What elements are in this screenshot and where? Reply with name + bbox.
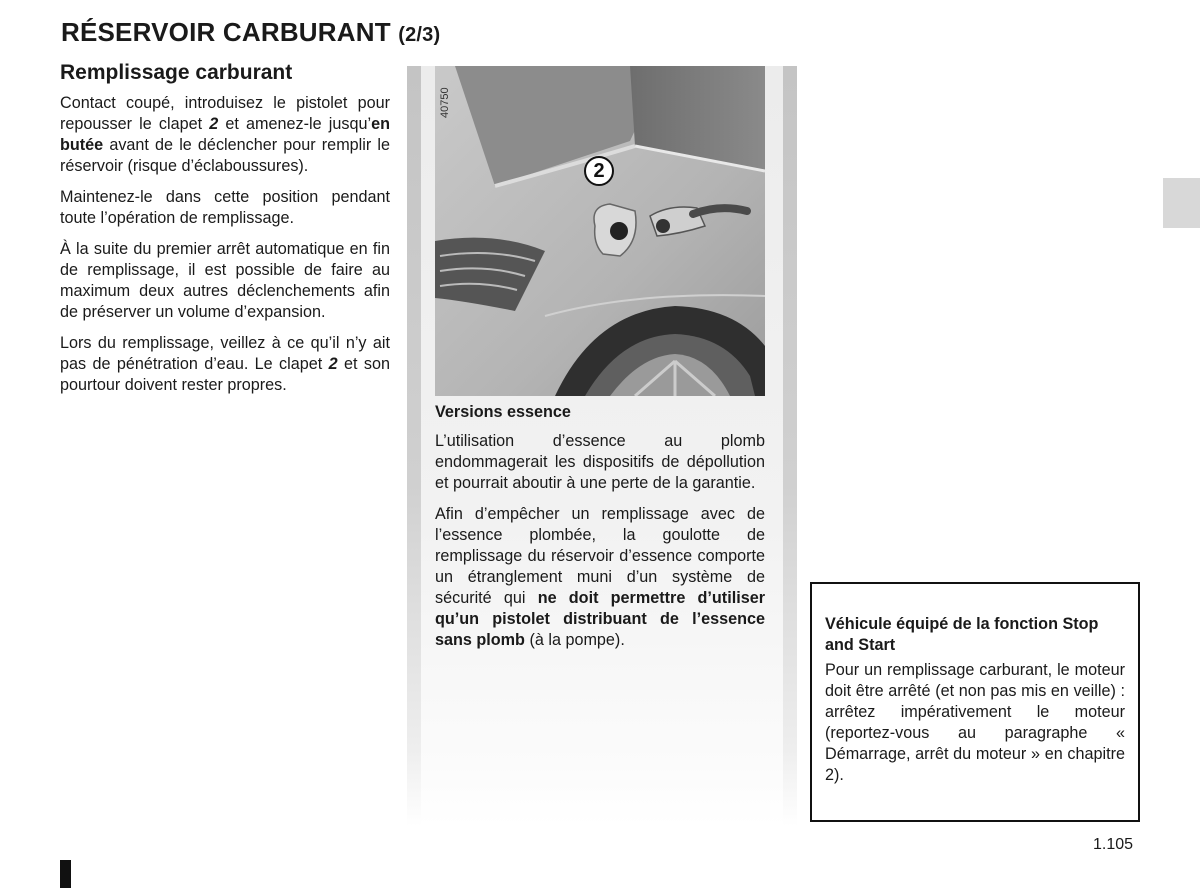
left-column xyxy=(60,61,390,406)
chapter-tab xyxy=(1163,178,1200,228)
paragraph-3: À la suite du premier arrêt automatique en fin de remplissage, il est possible de faire au maximum deux autres déclenchements afin de préserver un volume d’expansion. xyxy=(60,240,390,321)
paragraph-1-bold: en butée xyxy=(60,115,390,154)
middle-paragraph-2 xyxy=(435,504,765,651)
paragraph-1-text-b: et amenez-le jusqu’ xyxy=(218,115,372,133)
paragraph-1-ref: 2 xyxy=(209,115,219,133)
corner-mark xyxy=(60,860,71,888)
paragraph-1-text-c: avant de le déclencher pour remplir le réservoir (risque d’éclaboussures). xyxy=(60,136,390,175)
middle-paragraph-2-bold: ne doit permettre d’utiliser qu’un pistolet distribuant de l’essence sans plomb xyxy=(435,589,765,649)
fuel-flap-illustration xyxy=(435,66,765,396)
info-box xyxy=(810,582,1140,822)
title-suffix: (2/3) xyxy=(398,24,441,46)
illustration-ref-number: 40750 xyxy=(439,87,451,118)
section-heading: Remplissage carburant xyxy=(60,61,293,84)
paragraph-2: Maintenez-le dans cette position pendant toute l’opération de remplissage. xyxy=(60,188,390,227)
info-box-heading: Véhicule équipé de la fonction Stop and Start xyxy=(825,615,1099,654)
paragraph-4-text-b: et son pourtour doivent rester propres. xyxy=(60,355,390,394)
page-title xyxy=(61,17,440,48)
paragraph-4-text-a: Lors du remplissage, veillez à ce qu’il n’y ait pas de pénétration d’eau. Le clapet xyxy=(60,334,390,373)
column-divider-right xyxy=(783,66,797,826)
callout-marker: 2 xyxy=(584,156,614,186)
paragraph-1 xyxy=(60,93,390,177)
paragraph-1-text-a: Contact coupé, introduisez le pistolet pour repousser le clapet xyxy=(60,94,390,133)
info-box-body: Pour un remplissage carburant, le moteur doit être arrêté (et non pas mis en veille) : arrêtez impérativement le moteur (reportez-vous au paragraphe « Démarrage, arrêt du moteur » en chapitre 2). xyxy=(825,661,1125,784)
middle-paragraph-2-text-b: (à la pompe). xyxy=(524,631,625,649)
middle-paragraph-2-text-a: Afin d’empêcher un remplissage avec de l’essence plombée, la goulotte de remplissage du réservoir d’essence comporte un étranglement muni d’un système de sécurité qui xyxy=(435,505,765,607)
column-divider-left xyxy=(407,66,421,826)
illustration-reference xyxy=(437,70,457,120)
middle-text xyxy=(435,403,765,661)
middle-column xyxy=(421,66,783,826)
subsection-heading: Versions essence xyxy=(435,403,571,421)
paragraph-4 xyxy=(60,333,390,396)
page-number: 1.105 xyxy=(1093,836,1134,853)
car-rear-drawing xyxy=(435,66,765,396)
middle-paragraph-1: L’utilisation d’essence au plomb endommagerait les dispositifs de dépollution et pourrait aboutir à une perte de la garantie. xyxy=(435,432,765,492)
paragraph-4-ref: 2 xyxy=(328,355,338,373)
title-text: RÉSERVOIR CARBURANT xyxy=(61,17,391,47)
